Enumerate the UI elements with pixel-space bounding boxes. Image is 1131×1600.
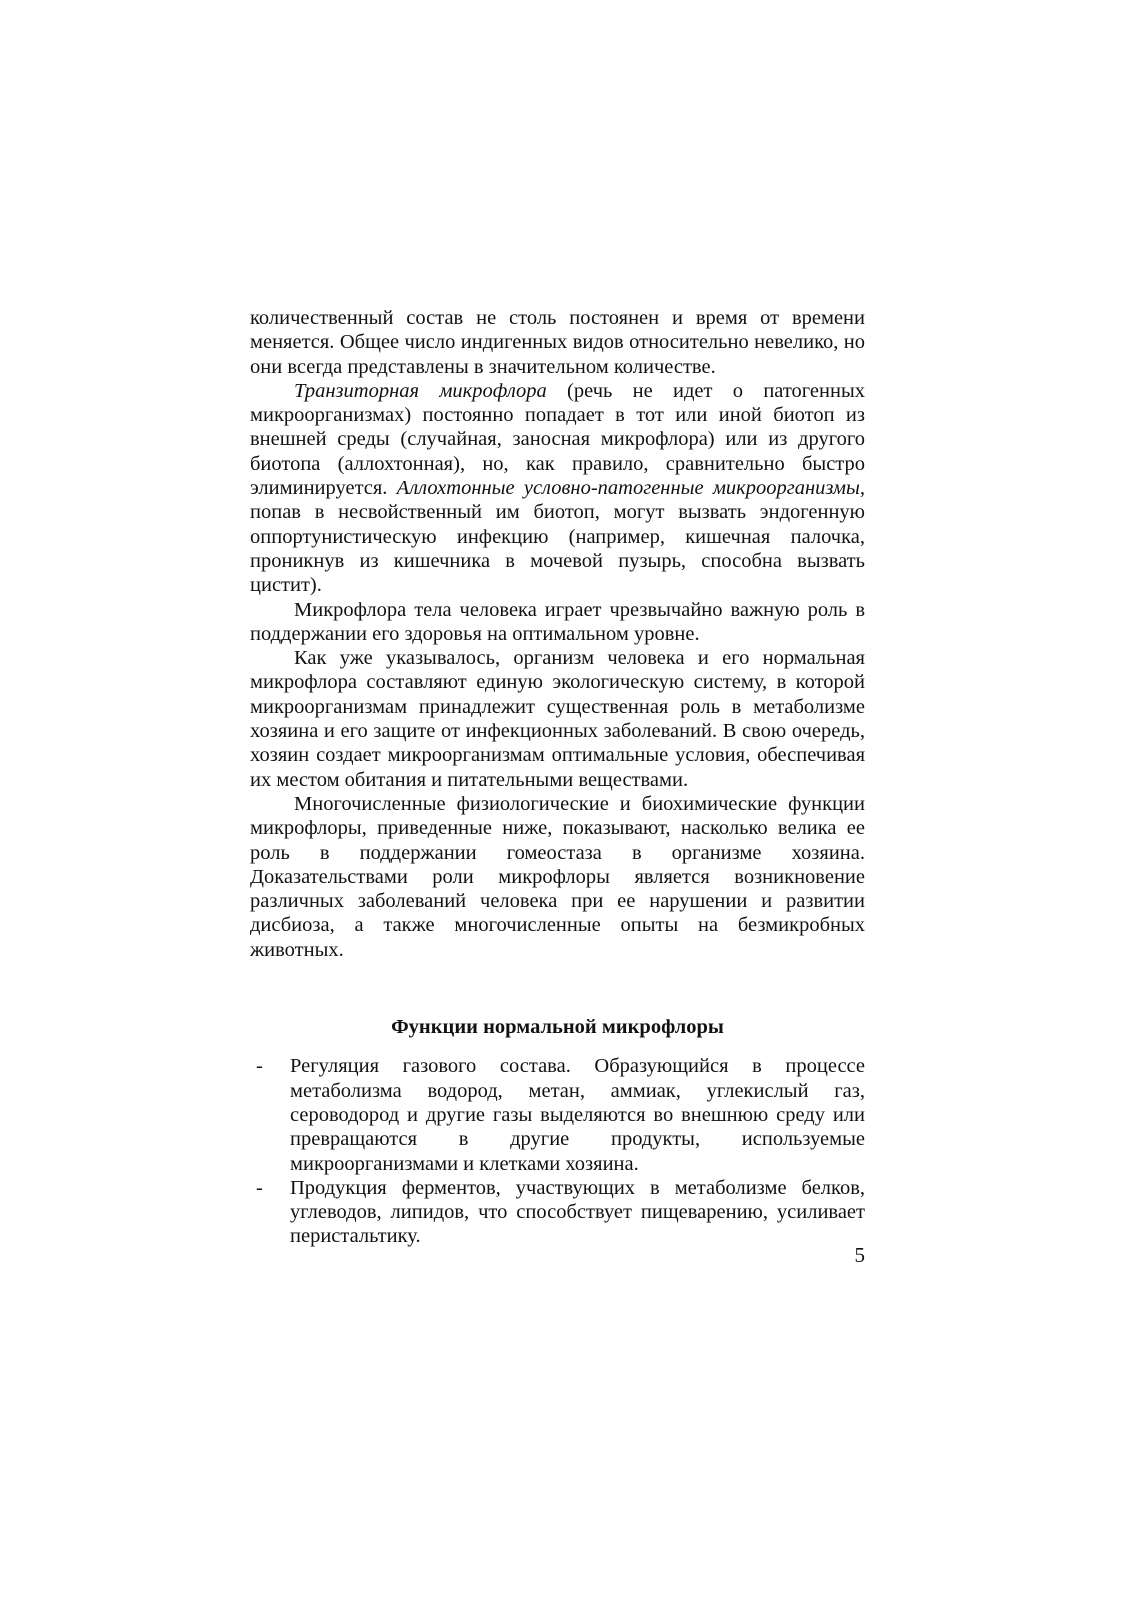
page-number: 5: [854, 1243, 865, 1267]
paragraph-1-text: количественный состав не столь постоянен и время от времени меняется. Общее число индигенных видов относительно невелико, но они всегда представлены в значительном количестве.: [250, 307, 865, 378]
paragraph-4-text: Как уже указывалось, организм человека и его нормальная микрофлора составляют единую экологическую систему, в которой микроорганизмам принадлежит существенная роль в метаболизме хозяина и его защите от инфекционных заболеваний. В свою очередь, хозяин создает микроорганизмам оптимальные условия, обеспечивая их местом обитания и питательными веществами.: [250, 647, 865, 791]
bullet-marker: -: [256, 1055, 263, 1078]
list-item: [250, 1176, 865, 1249]
bullet-marker: -: [256, 1176, 263, 1199]
list-item-text: Продукция ферментов, участвующих в метаболизме белков, углеводов, липидов, что способствует пищеварению, усиливает перистальтику.: [290, 1176, 865, 1248]
body-text: [250, 306, 865, 1249]
section-title: Функции нормальной микрофлоры: [391, 1016, 724, 1039]
function-list: [250, 1054, 865, 1248]
paragraph-5-text: Многочисленные физиологические и биохимические функции микрофлоры, приведенные ниже, показывают, насколько велика ее роль в поддержании гомеостаза в организме хозяина. Доказательствами роли микрофлоры является возникновение различных заболеваний человека при ее нарушении и развитии дисбиоза, а также многочисленные опыты на безмикробных животных.: [250, 792, 865, 961]
term-allochthonous-microorganisms: Аллохтонные условно-патогенные микроорганизмы: [396, 477, 860, 500]
paragraph-5: [250, 792, 865, 962]
paragraph-4: [250, 646, 865, 792]
paragraph-1: [250, 306, 865, 379]
paragraph-3: [250, 598, 865, 647]
list-item: [250, 1054, 865, 1175]
term-transient-microflora: Транзиторная микрофлора: [294, 379, 547, 402]
paragraph-2-text-a: (речь не идет о патогенных микроорганизмах) постоянно попадает в тот или иной биотоп из внешней среды (случайная, заносная микрофлора) или из другого биотопа (аллохтонная), но, как правило, сравнительно быстро элиминируется.: [250, 379, 865, 500]
paragraph-2: [250, 379, 865, 598]
paragraph-2-text-b: , попав в несвойственный им биотоп, могут вызвать эндогенную оппортунистическую инфекцию (например, кишечная палочка, проникнув из кишечника в мочевой пузырь, способна вызвать цистит).: [250, 477, 866, 597]
paragraph-3-text: Микрофлора тела человека играет чрезвычайно важную роль в поддержании его здоровья на оптимальном уровне.: [250, 598, 865, 645]
list-item-text: Регуляция газового состава. Образующийся в процессе метаболизма водород, метан, аммиак, углекислый газ, сероводород и другие газы выделяются во внешнюю среду или превращаются в другие продукты, используемые микроорганизмами и клетками хозяина.: [290, 1055, 865, 1175]
